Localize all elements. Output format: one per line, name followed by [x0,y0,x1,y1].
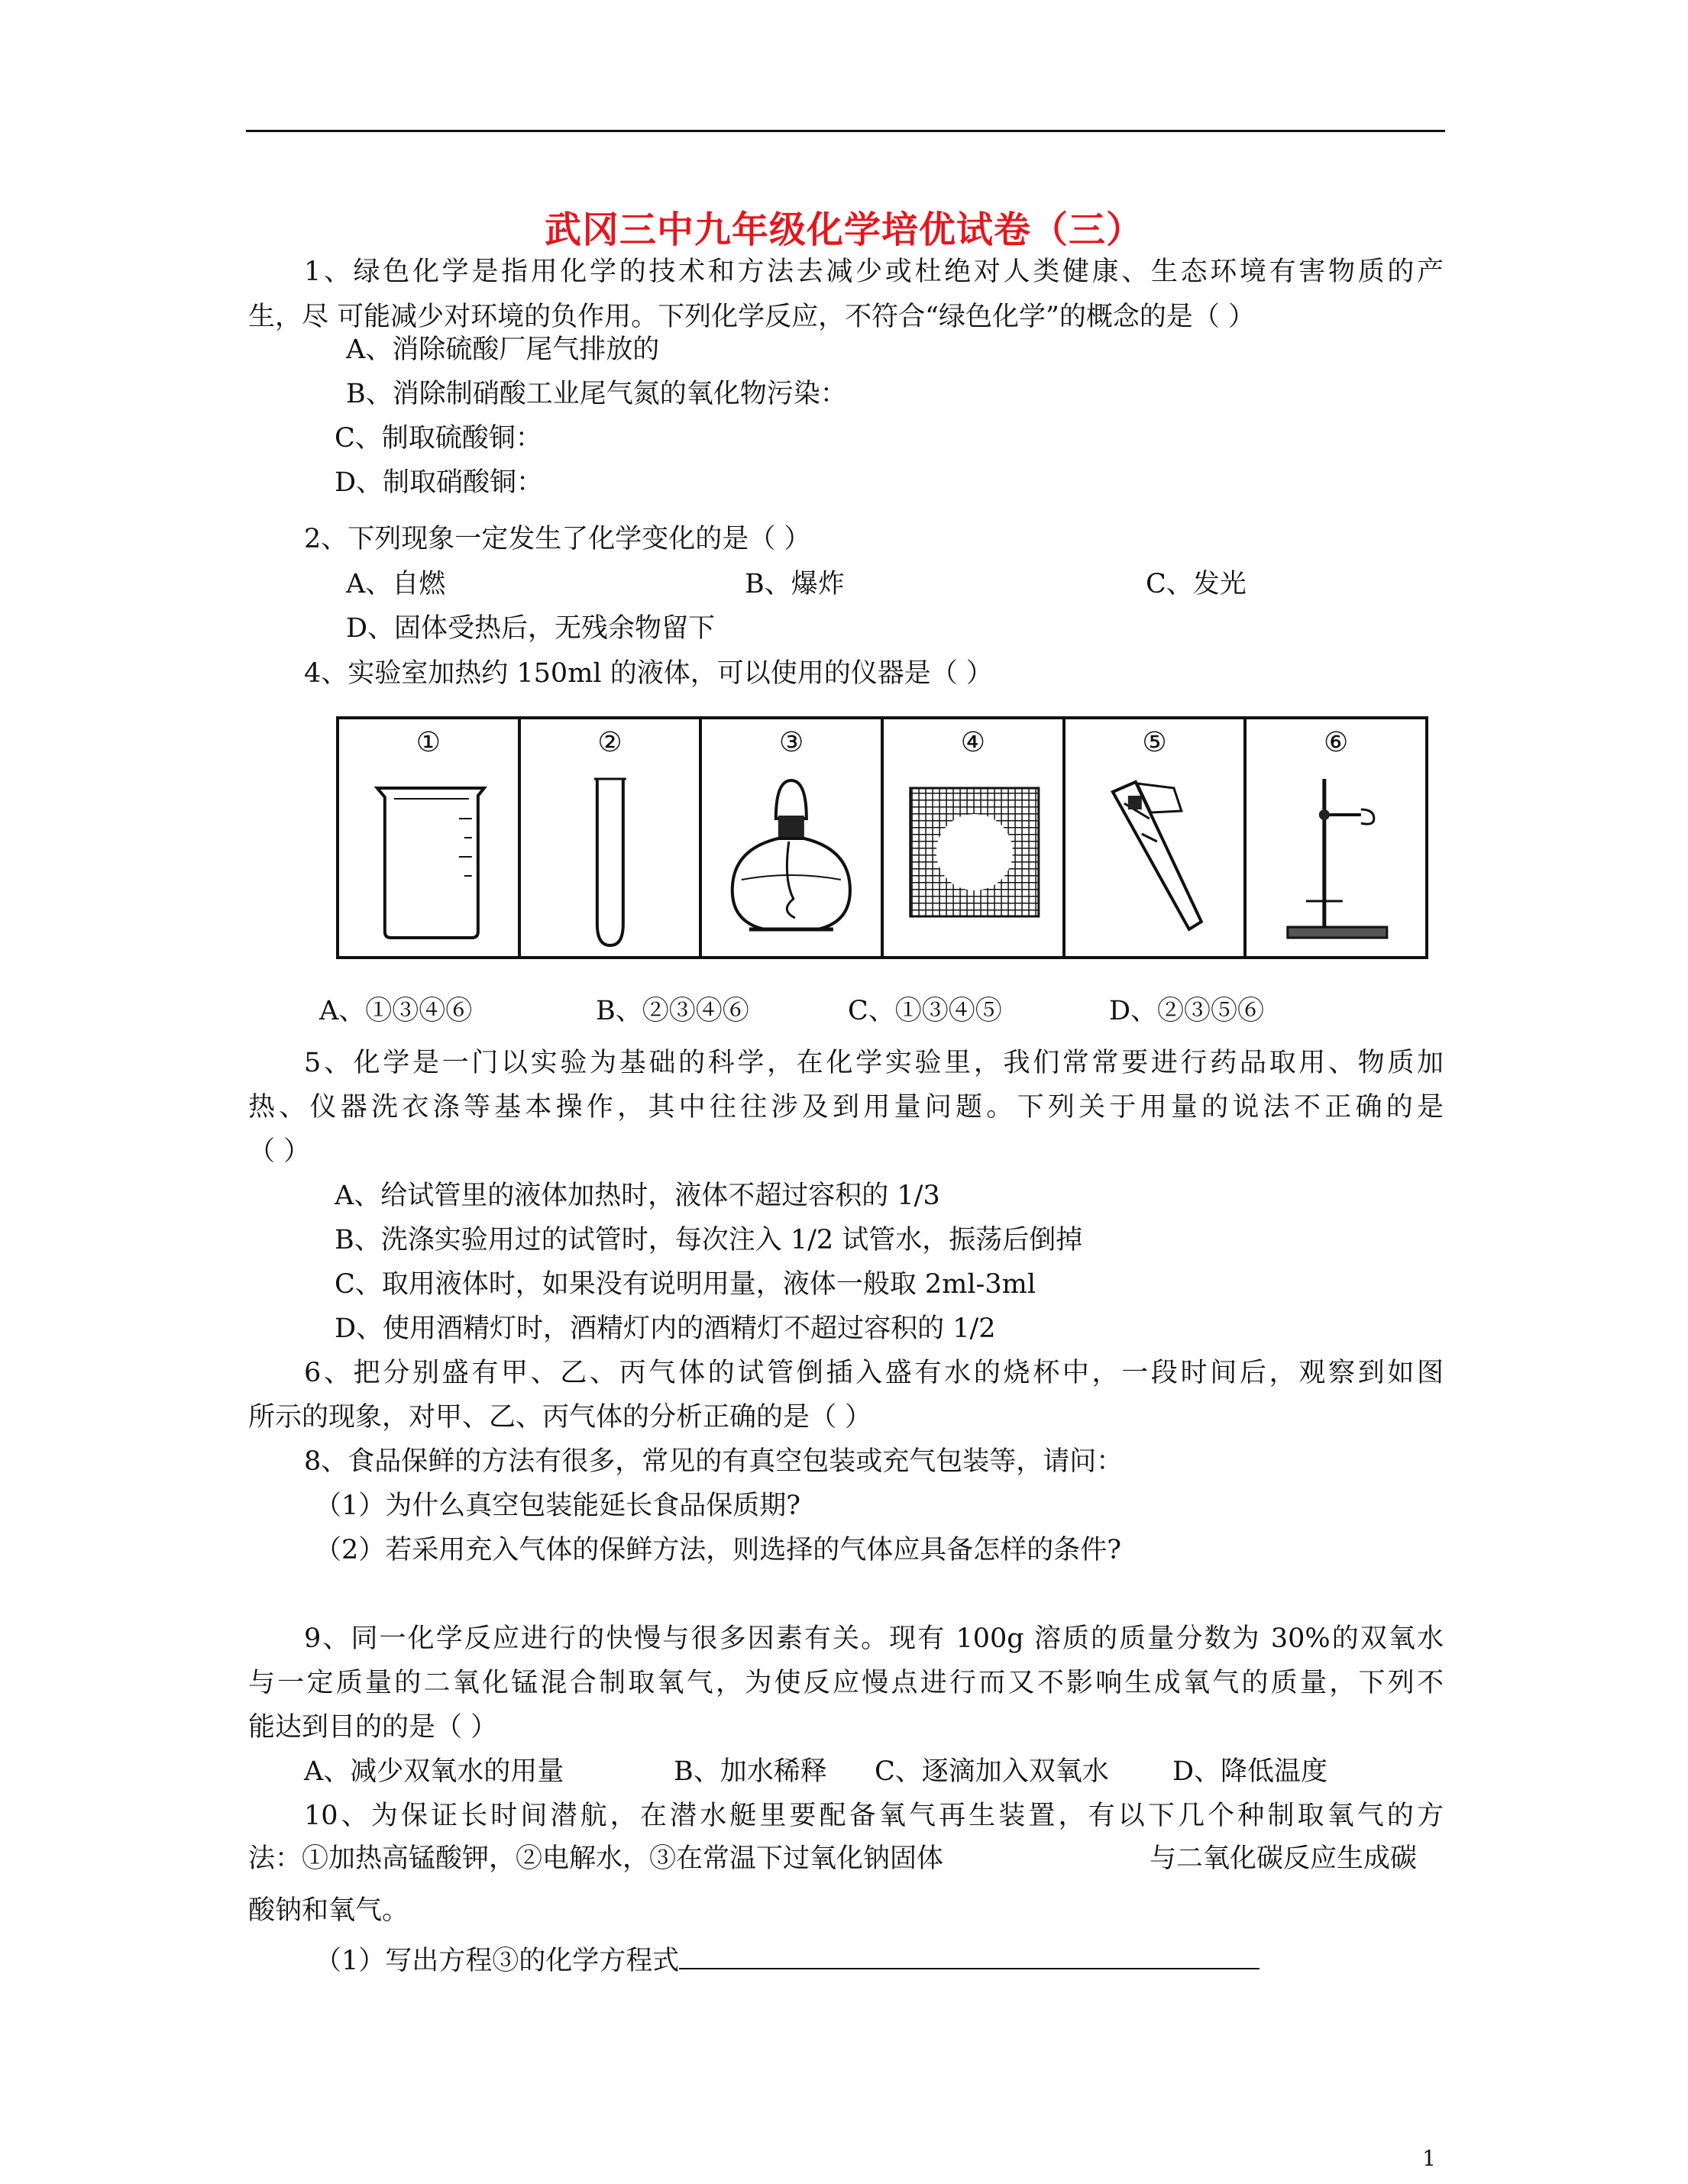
q6-stem-line2: 所示的现象，对甲、乙、丙气体的分析正确的是（ ） [248,1402,872,1433]
q4-option-c: C、①③④⑤ [848,996,1002,1026]
q10-part-1 [315,1944,1260,1978]
q1-option-a: A、消除硫酸厂尾气排放的 [346,334,660,365]
q9-stem-line3: 能达到目的的是（ ） [248,1712,498,1743]
apparatus-alcohol-lamp [702,719,884,956]
apparatus-label-2: ② [597,727,622,758]
apparatus-label-1: ① [416,727,441,758]
q8-part-2: （2）若采用充入气体的保鲜方法，则选择的气体应具备怎样的条件? [315,1535,1122,1565]
q9-stem-line1: 9、同一化学反应进行的快慢与很多因素有关。现有 100g 溶质的质量分数为 30%的双氧水 [304,1623,1444,1654]
q10-part-1-text: （1）写出方程③的化学方程式 [315,1946,680,1976]
q5-option-d: D、使用酒精灯时，酒精灯内的酒精灯不超过容积的 1/2 [335,1313,996,1344]
apparatus-test-tube [521,719,703,956]
q10-stem-line2a: 法：①加热高锰酸钾，②电解水，③在常温下过氧化钠固体 [248,1843,944,1874]
test-tube-icon [521,765,700,948]
q4-option-d: D、②③⑤⑥ [1109,996,1265,1026]
q9-option-d: D、降低温度 [1172,1756,1328,1787]
q5-option-c: C、取用液体时，如果没有说明用量，液体一般取 2ml-3ml [335,1269,1036,1300]
apparatus-label-3: ③ [779,727,804,758]
apparatus-label-6: ⑥ [1324,727,1349,758]
q1-option-c: C、制取硫酸铜： [335,423,542,454]
apparatus-beaker [339,719,521,956]
q5-option-a: A、给试管里的液体加热时，液体不超过容积的 1/3 [335,1181,940,1211]
q8-stem: 8、食品保鲜的方法有很多，常见的有真空包装或充气包装等，请问： [304,1446,1124,1477]
q8-part-1: （1）为什么真空包装能延长食品保质期? [315,1491,801,1521]
apparatus-iron-stand [1247,719,1425,956]
q5-stem-line3: （ ） [248,1136,311,1167]
q10-stem-line2b: 与二氧化碳反应生成碳 [1150,1843,1418,1874]
apparatus-label-4: ④ [960,727,985,758]
q1-stem-line2: 生，尽 可能减少对环境的负作用。下列化学反应，不符合“绿色化学”的概念的是（ ） [248,302,1256,332]
iron-stand-icon [1247,765,1425,948]
q5-stem-line2: 热、仪器洗衣涤等基本操作，其中往往涉及到用量问题。下列关于用量的说法不正确的是 [248,1092,1444,1123]
page-title: 武冈三中九年级化学培优试卷（三） [544,208,1143,251]
q1-option-d: D、制取硝酸铜： [335,467,544,498]
header-rule [246,130,1445,132]
q1-option-b: B、消除制硝酸工业尾气氮的氧化物污染： [346,379,847,409]
apparatus-asbestos-gauze [884,719,1066,956]
q4-option-b: B、②③④⑥ [596,996,749,1026]
answer-blank[interactable] [679,1945,1260,1969]
q4-stem: 4、实验室加热约 150ml 的液体，可以使用的仪器是（ ） [304,658,993,689]
q6-stem-line1: 6、把分别盛有甲、乙、丙气体的试管倒插入盛有水的烧杯中，一段时间后，观察到如图 [304,1358,1444,1388]
apparatus-figure [336,716,1428,959]
q5-stem-line1: 5、化学是一门以实验为基础的科学，在化学实验里，我们常常要进行药品取用、物质加 [304,1048,1444,1078]
tube-holder-icon [1066,765,1244,948]
q1-stem-line1: 1、绿色化学是指用化学的技术和方法去减少或杜绝对人类健康、生态环境有害物质的产 [304,257,1444,287]
q10-stem-line3: 酸钠和氧气。 [248,1895,409,1926]
q10-stem-line1: 10、为保证长时间潜航，在潜水艇里要配备氧气再生装置，有以下几个种制取氧气的方 [304,1801,1444,1831]
q4-option-a: A、①③④⑥ [319,996,473,1026]
q5-option-b: B、洗涤实验用过的试管时，每次注入 1/2 试管水，振荡后倒掉 [335,1225,1083,1255]
apparatus-label-5: ⑤ [1142,727,1167,758]
apparatus-test-tube-holder [1066,719,1247,956]
q2-option-d: D、固体受热后，无残余物留下 [346,613,716,644]
q2-option-a: A、自燃 [346,569,446,599]
q9-option-a: A、减少双氧水的用量 [304,1756,564,1787]
page-number: 1 [1422,2146,1436,2171]
beaker-icon [339,765,518,948]
q2-option-b: B、爆炸 [745,569,845,599]
q9-stem-line2: 与一定质量的二氧化锰混合制取氧气，为使反应慢点进行而又不影响生成氧气的质量，下列不 [248,1668,1444,1698]
q2-stem: 2、下列现象一定发生了化学变化的是（ ） [304,524,811,554]
gauze-icon [884,765,1062,948]
q2-option-c: C、发光 [1146,569,1247,599]
alcohol-lamp-icon [702,765,881,948]
q9-option-c: C、逐滴加入双氧水 [875,1756,1109,1787]
q9-option-b: B、加水稀释 [674,1756,827,1787]
